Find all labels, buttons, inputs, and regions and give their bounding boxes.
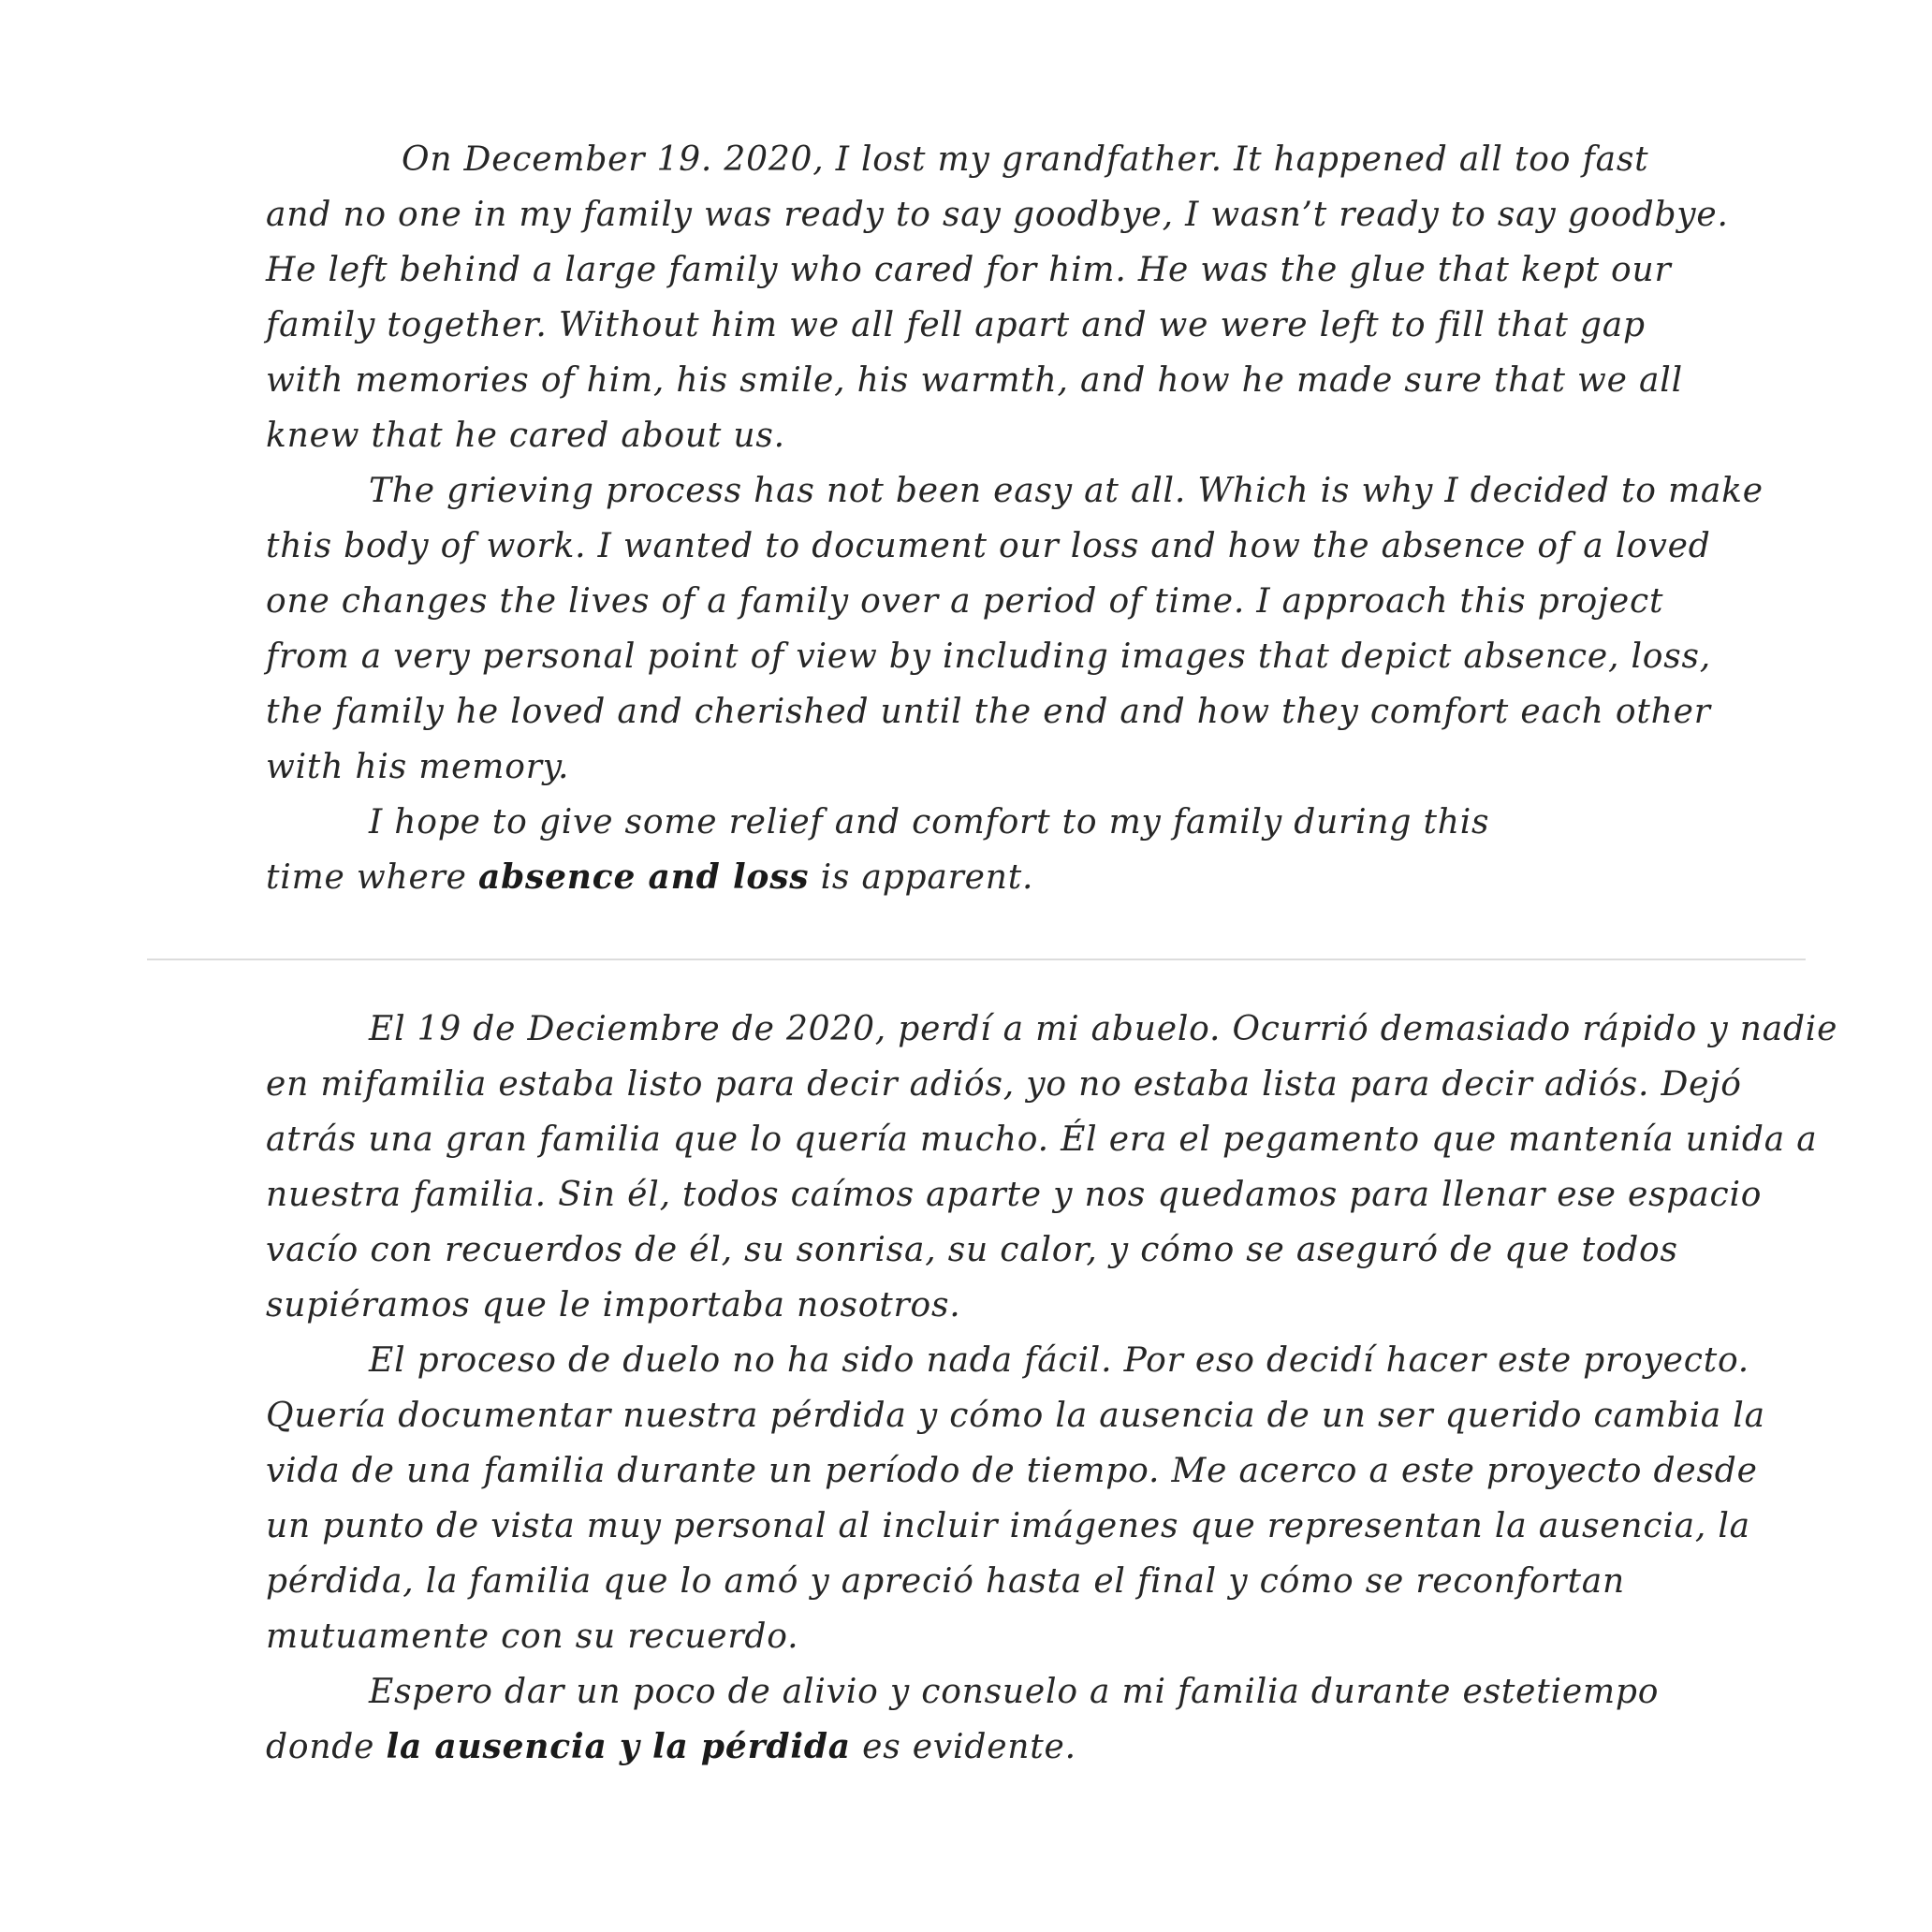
text-line: Quería documentar nuestra pérdida y cómo la ausencia de un ser querido cambia la	[266, 1397, 1765, 1435]
text-line: nuestra familia. Sin él, todos caímos aparte y nos quedamos para llenar ese espacio	[266, 1176, 1763, 1214]
text-line: atrás una gran familia que lo quería mucho. Él era el pegamento que mantenía unida a	[266, 1120, 1818, 1159]
text-line: the family he loved and cherished until the end and how they comfort each other	[266, 693, 1711, 731]
text-line	[266, 1720, 1782, 1775]
text-line: un punto de vista muy personal al incluir imágenes que representan la ausencia, la	[266, 1507, 1750, 1545]
english-paragraph-1	[266, 132, 1782, 463]
text-line: family together. Without him we all fell apart and we were left to fill that gap	[266, 306, 1646, 344]
spanish-paragraph-1	[266, 1002, 1838, 1333]
english-paragraph-2	[266, 463, 1782, 795]
text-line: vida de una familia durante un período de tiempo. Me acerco a este proyecto desde	[266, 1452, 1758, 1490]
text-run: donde	[266, 1728, 387, 1766]
text-run: es evidente.	[850, 1728, 1076, 1766]
text-line: with memories of him, his smile, his warmth, and how he made sure that we all	[266, 361, 1683, 400]
text-line: this body of work. I wanted to document our loss and how the absence of a loved	[266, 527, 1711, 565]
english-paragraph-3	[266, 795, 1782, 905]
text-line: with his memory.	[266, 748, 570, 786]
spanish-statement	[266, 1002, 1838, 1775]
text-line: mutuamente con su recuerdo.	[266, 1617, 799, 1656]
section-divider	[147, 959, 1806, 960]
emphasis-text: absence and loss	[477, 857, 810, 897]
text-line: Espero dar un poco de alivio y consuelo a mi familia durante estetiempo	[369, 1673, 1660, 1711]
text-line: On December 19. 2020, I lost my grandfather. It happened all too fast	[402, 140, 1649, 179]
text-line: I hope to give some relief and comfort to my family during this	[369, 803, 1490, 842]
text-line	[266, 850, 1782, 905]
text-line: and no one in my family was ready to say goodbye, I wasn’t ready to say goodbye.	[266, 196, 1729, 234]
text-line: He left behind a large family who cared for him. He was the glue that kept our	[266, 251, 1672, 289]
text-line: from a very personal point of view by including images that depict absence, loss,	[266, 637, 1712, 676]
text-run: time where	[266, 858, 478, 897]
text-line: vacío con recuerdos de él, su sonrisa, su calor, y cómo se aseguró de que todos	[266, 1231, 1678, 1269]
text-line: knew that he cared about us.	[266, 417, 785, 455]
text-line: one changes the lives of a family over a period of time. I approach this project	[266, 582, 1664, 621]
text-line: supiéramos que le importaba nosotros.	[266, 1286, 961, 1325]
english-statement	[266, 132, 1782, 905]
emphasis-text: la ausencia y la pérdida	[386, 1727, 851, 1766]
spanish-paragraph-2	[266, 1333, 1782, 1664]
text-line: El 19 de Deciembre de 2020, perdí a mi abuelo. Ocurrió demasiado rápido y nadie	[369, 1010, 1838, 1048]
text-run: is apparent.	[809, 858, 1034, 897]
text-line: en mifamilia estaba listo para decir adiós, yo no estaba lista para decir adiós. Dejó	[266, 1065, 1742, 1104]
text-line: The grieving process has not been easy at all. Which is why I decided to make	[369, 472, 1764, 510]
text-line: El proceso de duelo no ha sido nada fácil. Por eso decidí hacer este proyecto.	[369, 1341, 1750, 1380]
text-line: pérdida, la familia que lo amó y apreció hasta el final y cómo se reconfortan	[266, 1562, 1625, 1601]
spanish-paragraph-3	[266, 1664, 1782, 1775]
